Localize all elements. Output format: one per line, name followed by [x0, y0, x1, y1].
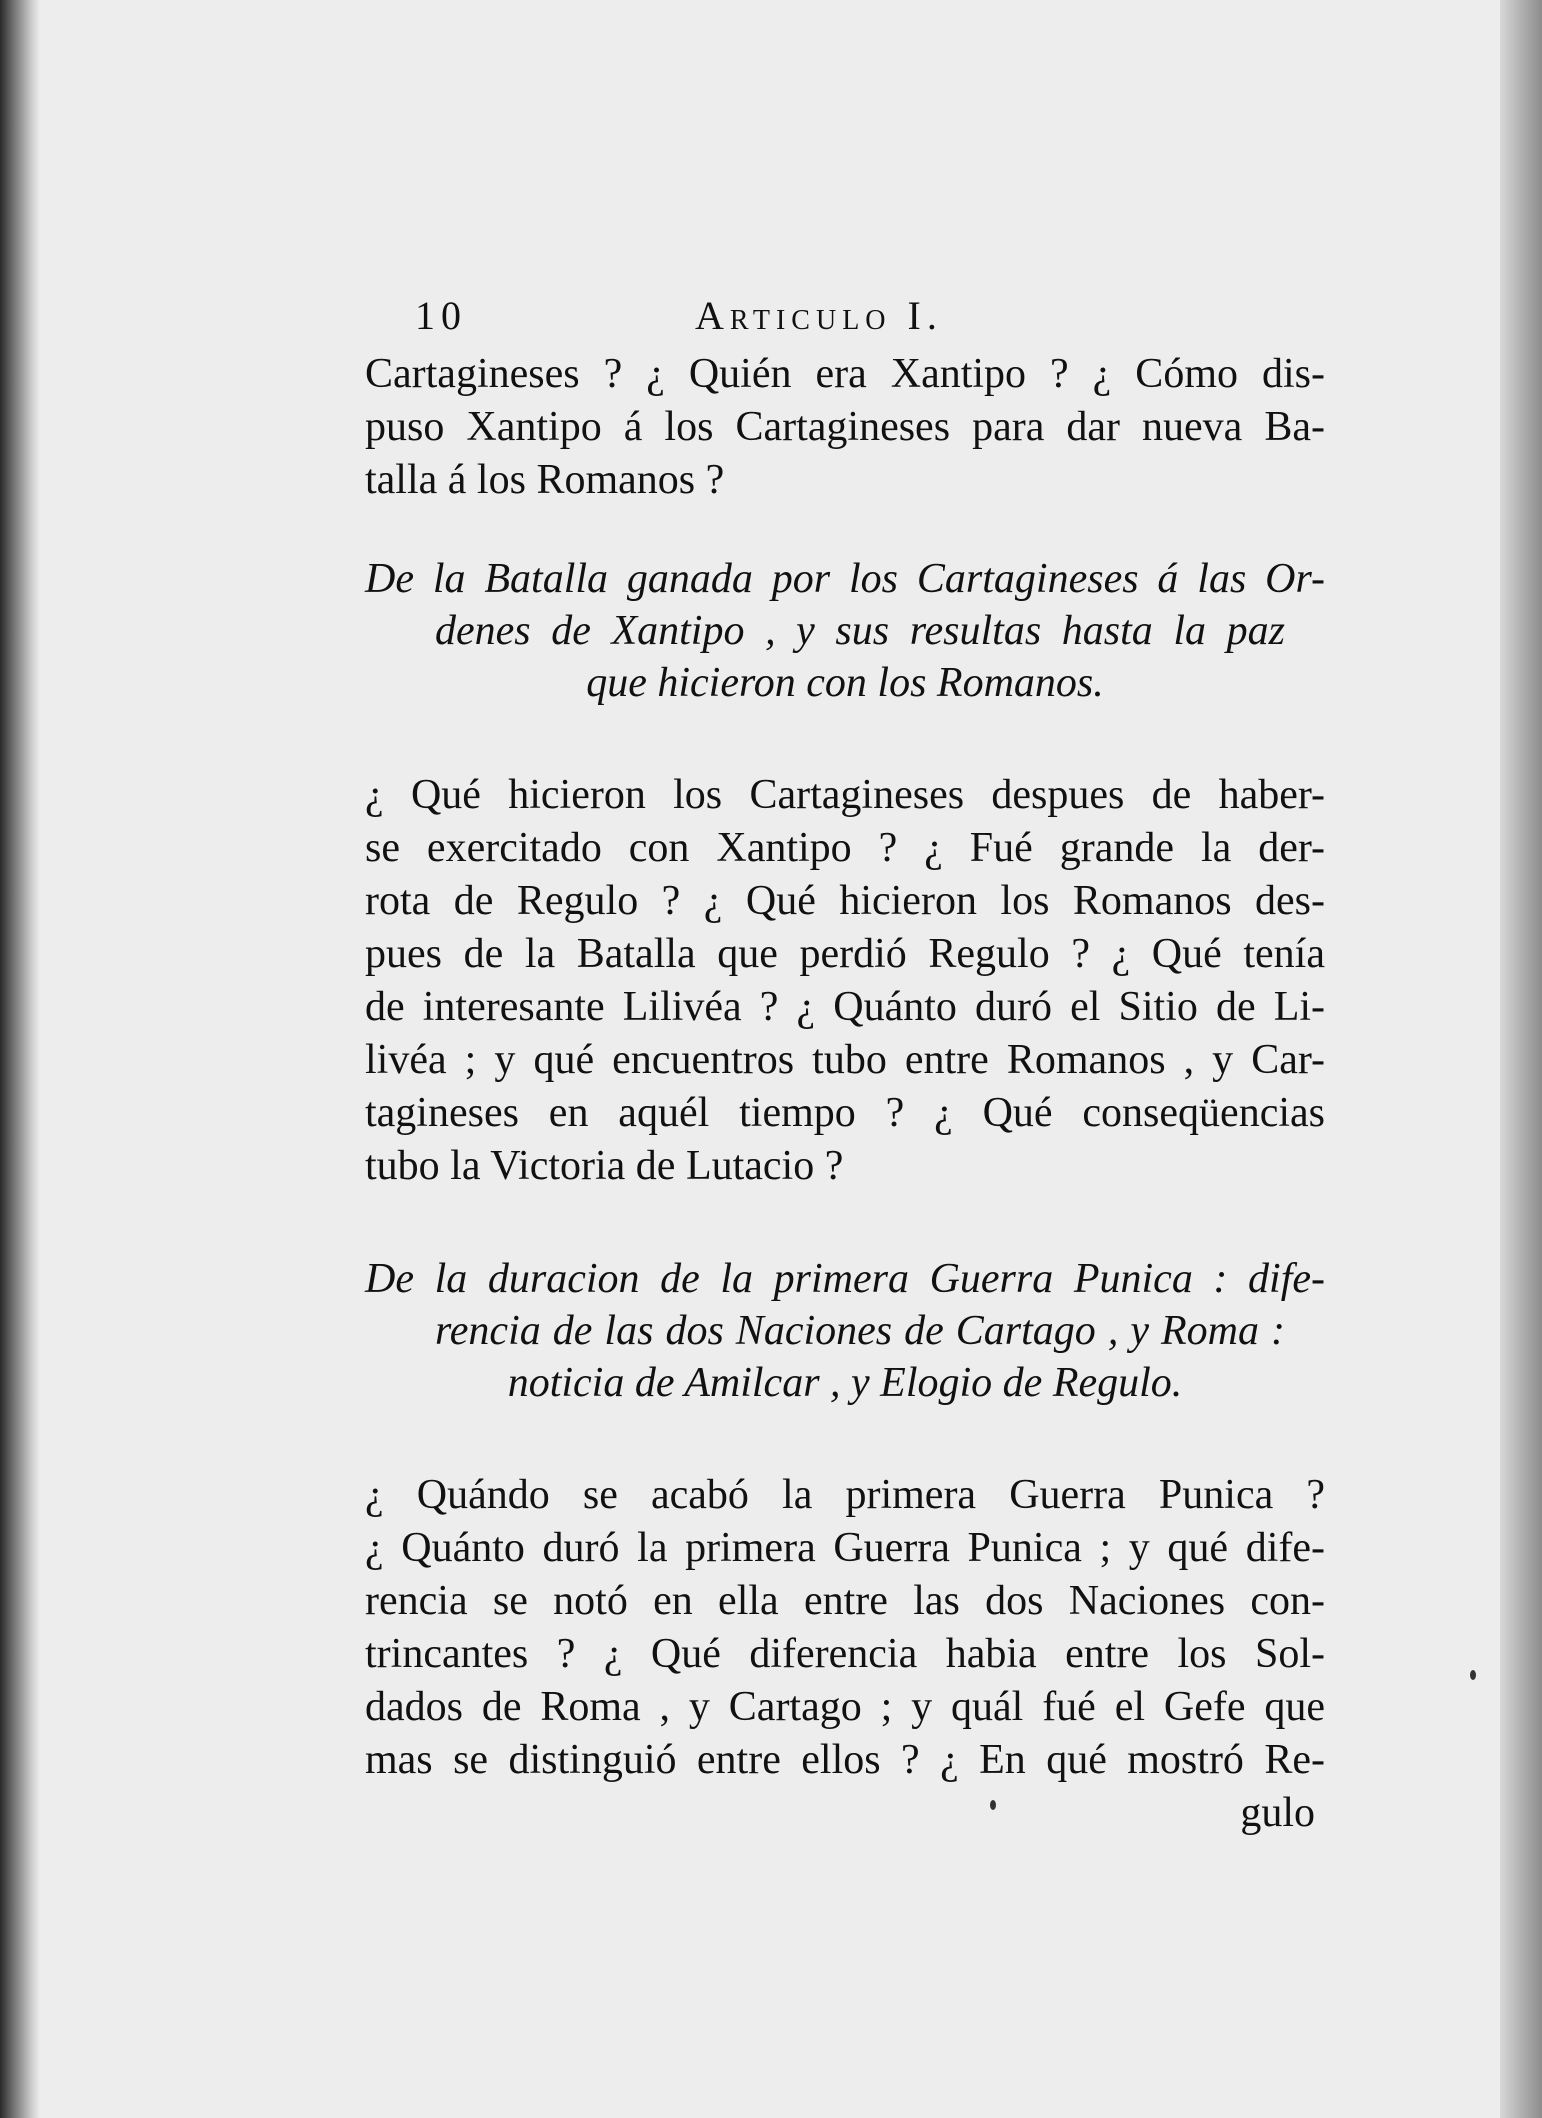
paragraph-1	[365, 348, 1325, 507]
page-text	[365, 292, 1325, 1840]
heading-line: De la duracion de la primera Guerra Punica : dife-	[365, 1256, 1325, 1302]
text-line: tubo la Victoria de Lutacio ?	[365, 1143, 844, 1189]
text-line: trincantes ? ¿ Qué diferencia habia entre los Sol-	[365, 1631, 1325, 1677]
binding-shadow	[0, 0, 40, 2118]
heading-line: que hicieron con los Romanos.	[586, 660, 1104, 706]
paragraph-2	[365, 769, 1325, 1193]
text-line: rota de Regulo ? ¿ Qué hicieron los Romanos des-	[365, 878, 1325, 924]
text-line: tagineses en aquél tiempo ? ¿ Qué conseqüencias	[365, 1090, 1325, 1136]
text-line: de interesante Lilivéa ? ¿ Quánto duró el Sitio de Li-	[365, 984, 1325, 1030]
paragraph-3	[365, 1469, 1325, 1787]
heading-line: denes de Xantipo , y sus resultas hasta la paz	[435, 608, 1285, 654]
ink-speck	[990, 1800, 996, 1810]
text-line: livéa ; y qué encuentros tubo entre Romanos , y Car-	[365, 1037, 1325, 1083]
text-line: Cartagineses ? ¿ Quién era Xantipo ? ¿ Cómo dis-	[365, 351, 1325, 397]
text-line: pues de la Batalla que perdió Regulo ? ¿ Qué tenía	[365, 931, 1325, 977]
text-line: talla á los Romanos ?	[365, 457, 725, 503]
heading-line: De la Batalla ganada por los Cartagineses á las Or-	[365, 556, 1325, 602]
text-line: ¿ Qué hicieron los Cartagineses despues de haber-	[365, 772, 1325, 818]
page-edge	[1500, 0, 1542, 2118]
text-line: se exercitado con Xantipo ? ¿ Fué grande la der-	[365, 825, 1325, 871]
catchword: gulo	[1240, 1790, 1315, 1836]
heading-line: noticia de Amilcar , y Elogio de Regulo.	[507, 1360, 1183, 1406]
text-line: rencia se notó en ella entre las dos Naciones con-	[365, 1578, 1325, 1624]
page-header	[365, 292, 1325, 348]
page-number: 10	[415, 293, 467, 338]
text-line: ¿ Quánto duró la primera Guerra Punica ; y qué dife-	[365, 1525, 1325, 1571]
text-line: puso Xantipo á los Cartagineses para dar nueva Ba-	[365, 404, 1325, 450]
text-line: ¿ Quándo se acabó la primera Guerra Punica ?	[365, 1472, 1325, 1518]
running-head: Articulo I.	[695, 293, 943, 338]
section-heading-1	[365, 553, 1325, 709]
text-line: mas se distinguió entre ellos ? ¿ En qué mostró Re-	[365, 1737, 1325, 1783]
section-heading-2	[365, 1253, 1325, 1409]
ink-speck	[1470, 1670, 1476, 1680]
text-line: dados de Roma , y Cartago ; y quál fué el Gefe que	[365, 1684, 1325, 1730]
heading-line: rencia de las dos Naciones de Cartago , y Roma :	[435, 1308, 1285, 1354]
